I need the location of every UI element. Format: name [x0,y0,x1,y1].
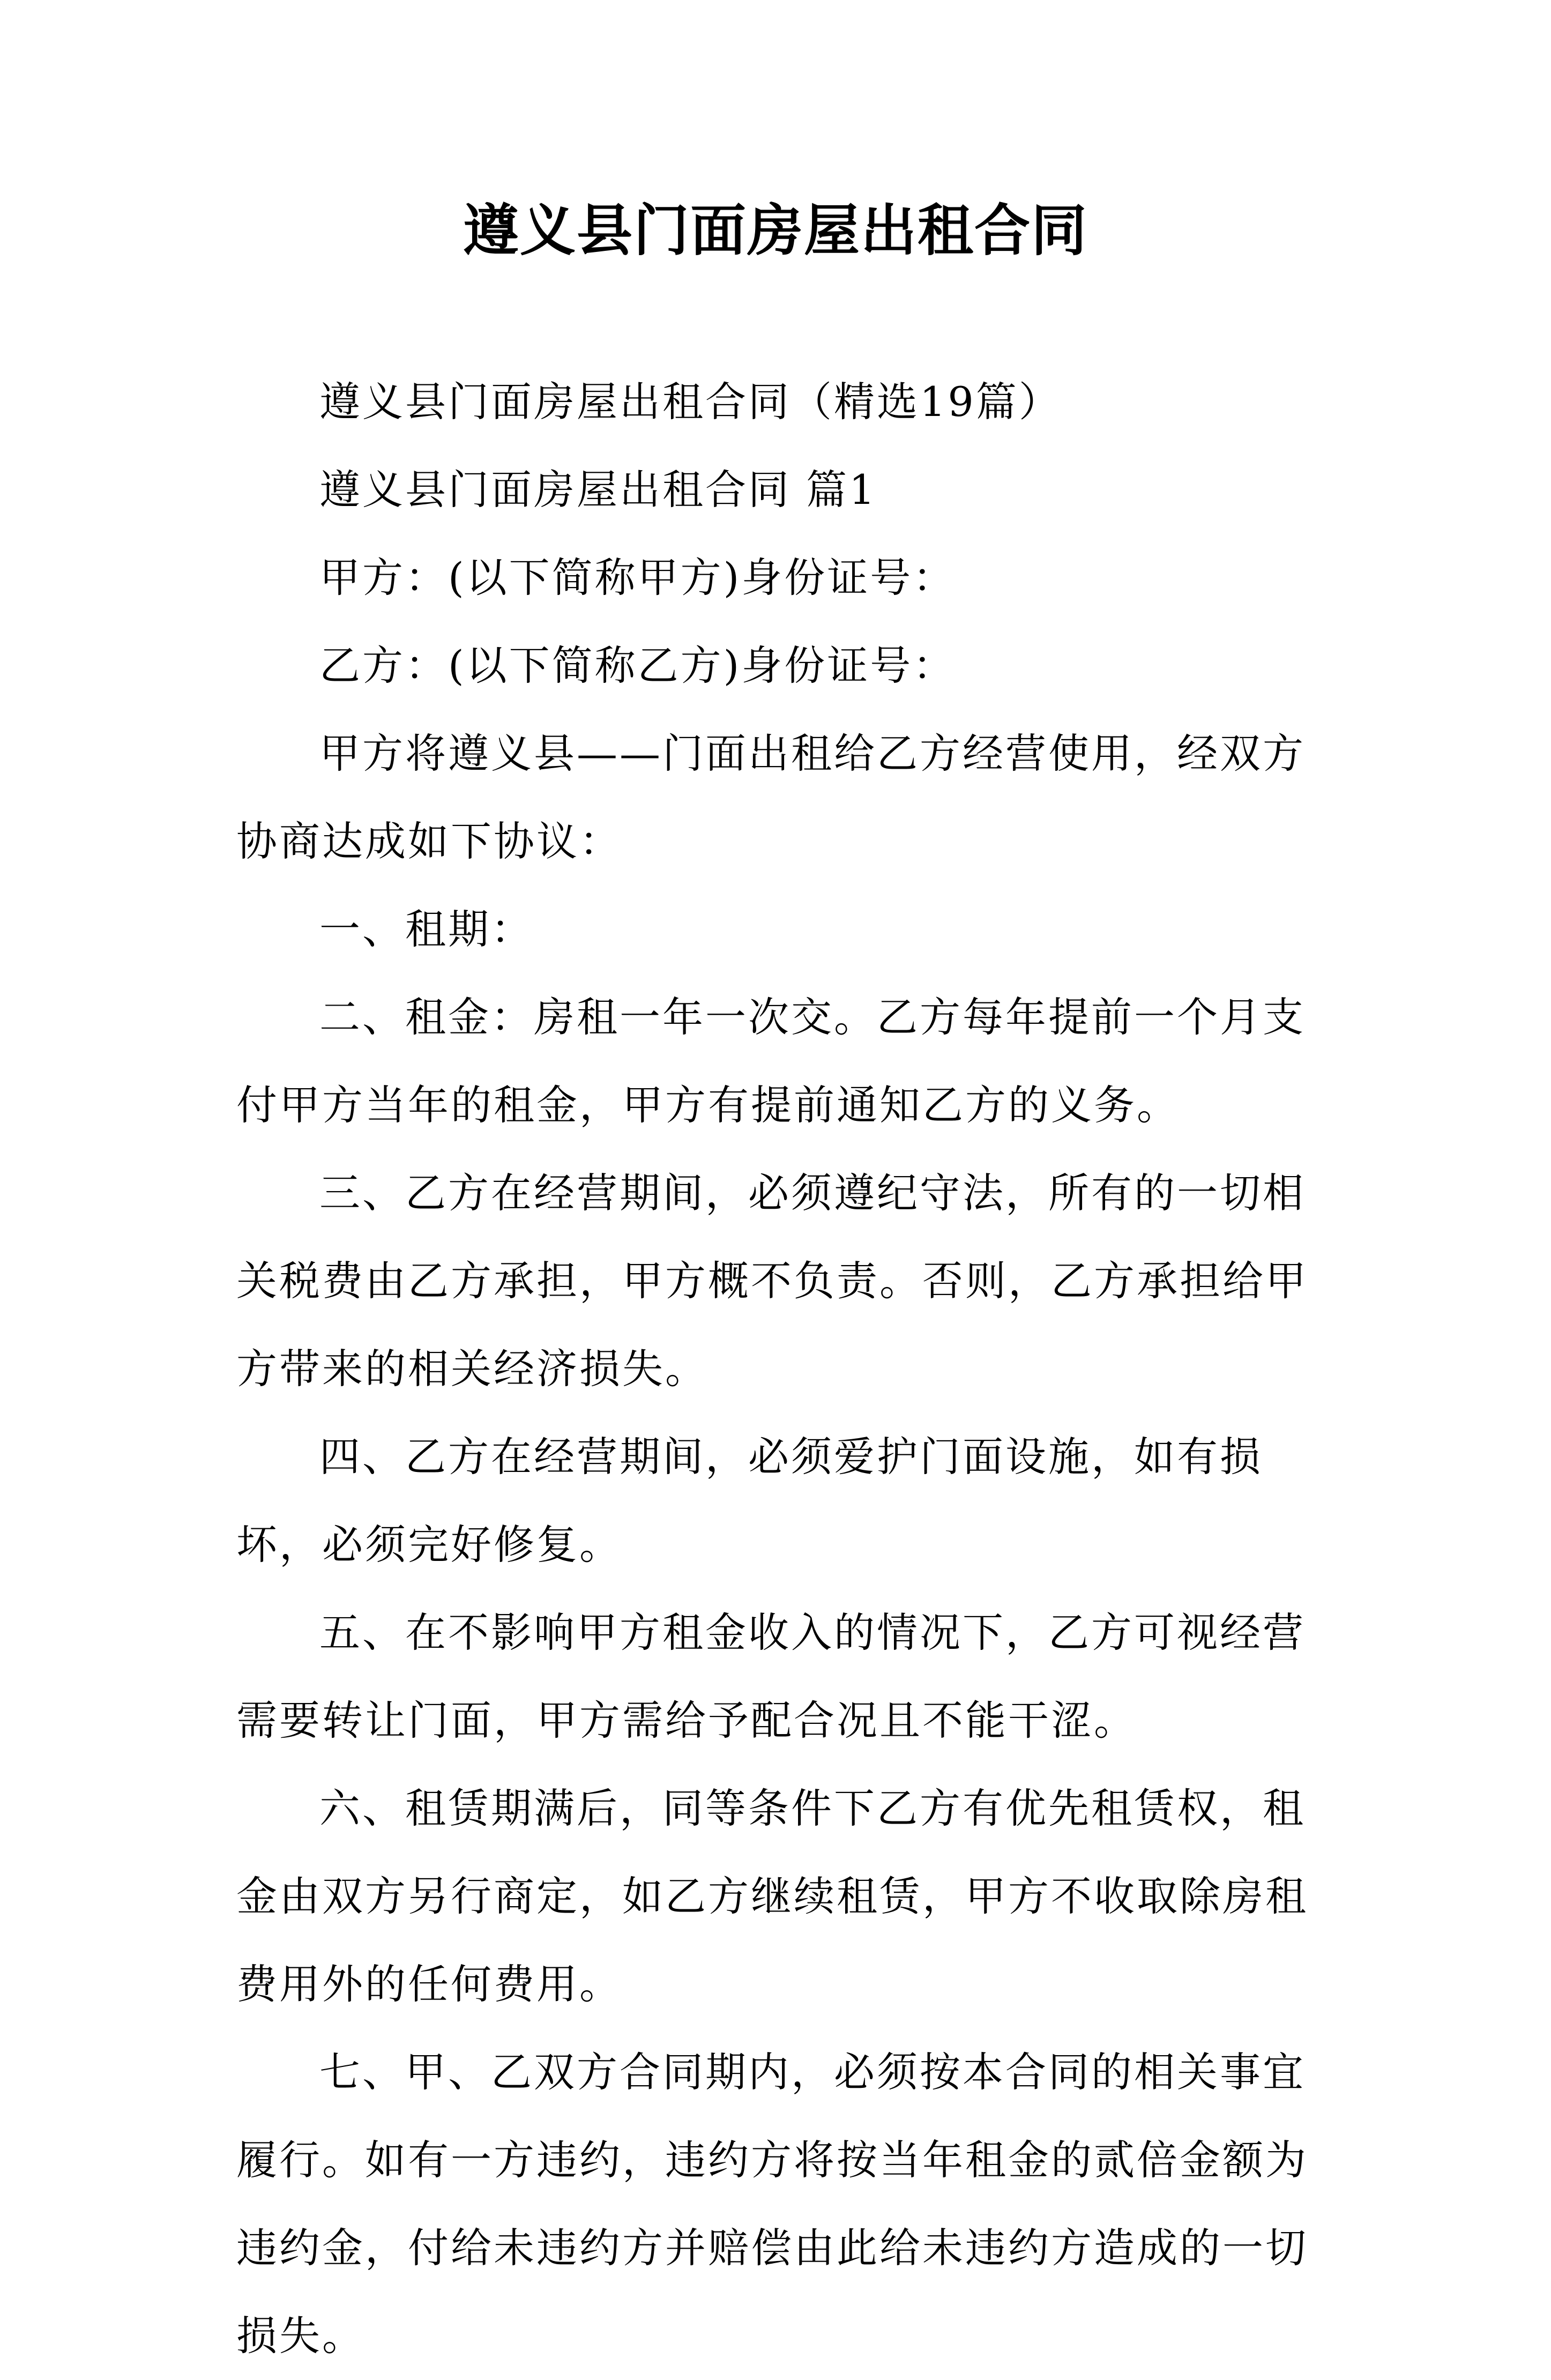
paragraph-party-a: 甲方：(以下简称甲方)身份证号： [319,554,956,601]
paragraph-subtitle: 遵义县门面房屋出租合同（精选19篇） [319,378,1062,426]
paragraph-party-b: 乙方：(以下简称乙方)身份证号： [319,642,956,689]
paragraph-agreement-intro: 甲方将遵义县——门面出租给乙方经营使用，经双方协商达成如下协议： [236,730,1306,865]
clause-1-term: 一、租期： [319,905,534,953]
clause-5-transfer: 五、在不影响甲方租金收入的情况下，乙方可视经营需要转让门面，甲方需给予配合况且不能干涩。 [236,1609,1306,1744]
clause-4-facilities: 四、乙方在经营期间，必须爱护门面设施，如有损坏，必须完好修复。 [236,1433,1263,1568]
clause-6-renewal: 六、租赁期满后，同等条件下乙方有优先租赁权，租金由双方另行商定，如乙方继续租赁，甲方不收取除房租费用外的任何费用。 [236,1784,1308,2008]
clause-7-breach: 七、甲、乙双方合同期内，必须按本合同的相关事宜履行。如有一方违约，违约方将按当年租金的贰倍金额为违约金，付给未违约方并赔偿由此给未违约方造成的一切损失。 [236,2048,1308,2360]
clause-3-compliance: 三、乙方在经营期间，必须遵纪守法，所有的一切相关税费由乙方承担，甲方概不负责。否则，乙方承担给甲方带来的相关经济损失。 [236,1169,1308,1393]
clause-2-rent: 二、租金：房租一年一次交。乙方每年提前一个月支付甲方当年的租金，甲方有提前通知乙方的义务。 [236,993,1306,1129]
document-body [236,358,1330,2380]
paragraph-section-heading: 遵义县门面房屋出租合同 篇1 [319,466,877,514]
document-title: 遵义县门面房屋出租合同 [463,197,1088,263]
